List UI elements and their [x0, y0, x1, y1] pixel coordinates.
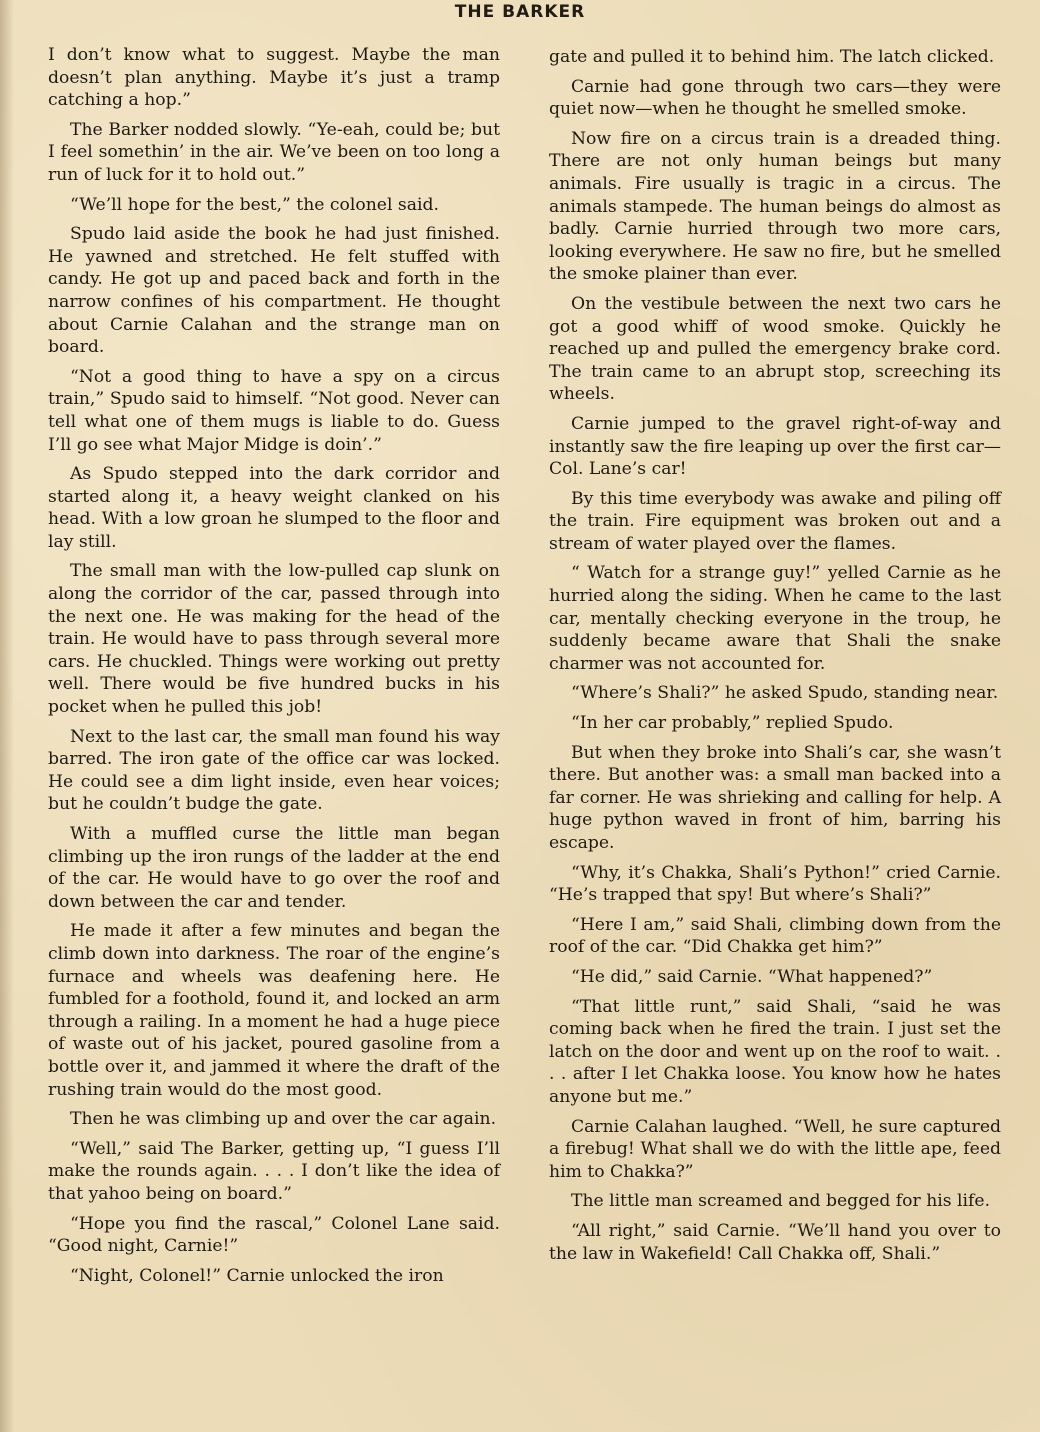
- paragraph: But when they broke into Shali’s car, she wasn’t there. But another was: a small man backed into a far corner. He was shrieking and calling for help. A huge python waved in front of him, barring his escape.: [549, 742, 1001, 853]
- paragraph: Carnie jumped to the gravel right-of-way and instantly saw the fire leaping up over the first car—Col. Lane’s car!: [549, 413, 1001, 480]
- paragraph: “Night, Colonel!” Carnie unlocked the iron: [70, 1265, 444, 1286]
- paragraph: “Well,” said The Barker, getting up, “I guess I’ll make the rounds again. . . . I don’t like the idea of that yahoo being on board.”: [48, 1138, 500, 1204]
- paragraph: Carnie had gone through two cars—they were quiet now—when he thought he smelled smoke.: [549, 76, 1001, 120]
- right-column: [549, 46, 1001, 1272]
- paragraph: “We’ll hope for the best,” the colonel said.: [70, 194, 439, 215]
- paragraph: I don’t know what to suggest. Maybe the man doesn’t plan anything. Maybe it’s just a tramp catching a hop.”: [48, 45, 500, 111]
- paragraph: The Barker nodded slowly. “Ye-eah, could be; but I feel somethin’ in the air. We’ve been on too long a run of luck for it to hold out.”: [48, 119, 500, 185]
- paragraph: “Not a good thing to have a spy on a circus train,” Spudo said to himself. “Not good. Never can tell what one of them mugs is liable to do. Guess I’ll go see what Major Midge is doin’.”: [48, 366, 500, 455]
- paragraph: Now fire on a circus train is a dreaded thing. There are not only human beings but many animals. Fire usually is tragic in a circus. The animals stampede. The human beings do almost as badly. Carnie hurried through two more cars, looking everywhere. He saw no fire, but he smelled the smoke plainer than ever.: [549, 128, 1001, 285]
- running-header: THE BARKER: [454, 2, 586, 22]
- paragraph: The little man screamed and begged for his life.: [571, 1191, 991, 1212]
- paragraph: Spudo laid aside the book he had just finished. He yawned and stretched. He felt stuffed with candy. He got up and paced back and forth in the narrow confines of his compartment. He thought about Carnie Calahan and the strange man on board.: [48, 224, 500, 358]
- paragraph: As Spudo stepped into the dark corridor and started along it, a heavy weight clanked on his head. With a low groan he slumped to the floor and lay still.: [48, 464, 500, 552]
- paragraph: He made it after a few minutes and began the climb down into darkness. The roar of the engine’s furnace and wheels was deafening here. He fumbled for a foothold, found it, and locked an arm through a railing. In a moment he had a huge piece of waste out of his jacket, poured gasoline from a bottle over it, and jammed it where the draft of the rushing train would do the most good.: [48, 921, 500, 1100]
- paragraph: “ Watch for a strange guy!” yelled Carnie as he hurried along the siding. When he came to the last car, mentally checking everyone in the troup, he suddenly became aware that Shali the snake charmer was not accounted for.: [549, 563, 1001, 674]
- paragraph: “Why, it’s Chakka, Shali’s Python!” cried Carnie. “He’s trapped that spy! But where’s Shali?”: [549, 862, 1001, 906]
- paragraph: Carnie Calahan laughed. “Well, he sure captured a firebug! What shall we do with the little ape, feed him to Chakka?”: [549, 1116, 1001, 1182]
- paragraph: The small man with the low-pulled cap slunk on along the corridor of the car, passed through into the next one. He was making for the head of the train. He would have to pass through several more cars. He chuckled. Things were working out pretty well. There would be five hundred bucks in his pocket when he pulled this job!: [48, 561, 500, 718]
- page-gutter-shadow: [0, 0, 14, 1432]
- paragraph: “In her car probably,” replied Spudo.: [571, 713, 894, 734]
- paragraph: Next to the last car, the small man found his way barred. The iron gate of the office car was locked. He could see a dim light inside, even hear voices; but he couldn’t budge the gate.: [48, 726, 500, 815]
- paragraph: “Where’s Shali?” he asked Spudo, standing near.: [571, 683, 999, 704]
- paragraph: On the vestibule between the next two cars he got a good whiff of wood smoke. Quickly he reached up and pulled the emergency brake cord. The train came to an abrupt stop, screeching its wheels.: [549, 293, 1001, 405]
- paragraph: gate and pulled it to behind him. The latch clicked.: [549, 47, 995, 67]
- paragraph: “Here I am,” said Shali, climbing down from the roof of the car. “Did Chakka get him?”: [549, 914, 1001, 958]
- paragraph: Then he was climbing up and over the car again.: [70, 1109, 497, 1130]
- paragraph: “Hope you find the rascal,” Colonel Lane said. “Good night, Carnie!”: [48, 1213, 500, 1257]
- paragraph: “That little runt,” said Shali, “said he was coming back when he fired the train. I just set the latch on the door and went up on the roof to wait. . . . after I let Chakka loose. You know how he hates anyone but me.”: [549, 996, 1001, 1107]
- left-column: [48, 44, 500, 1294]
- paragraph: With a muffled curse the little man began climbing up the iron rungs of the ladder at the end of the car. He would have to go over the roof and down between the car and tender.: [48, 824, 500, 912]
- paragraph: “He did,” said Carnie. “What happened?”: [571, 966, 933, 987]
- paragraph: “All right,” said Carnie. “We’ll hand you over to the law in Wakefield! Call Chakka off, Shali.”: [549, 1220, 1001, 1264]
- paragraph: By this time everybody was awake and piling off the train. Fire equipment was broken out and a stream of water played over the flames.: [549, 488, 1001, 554]
